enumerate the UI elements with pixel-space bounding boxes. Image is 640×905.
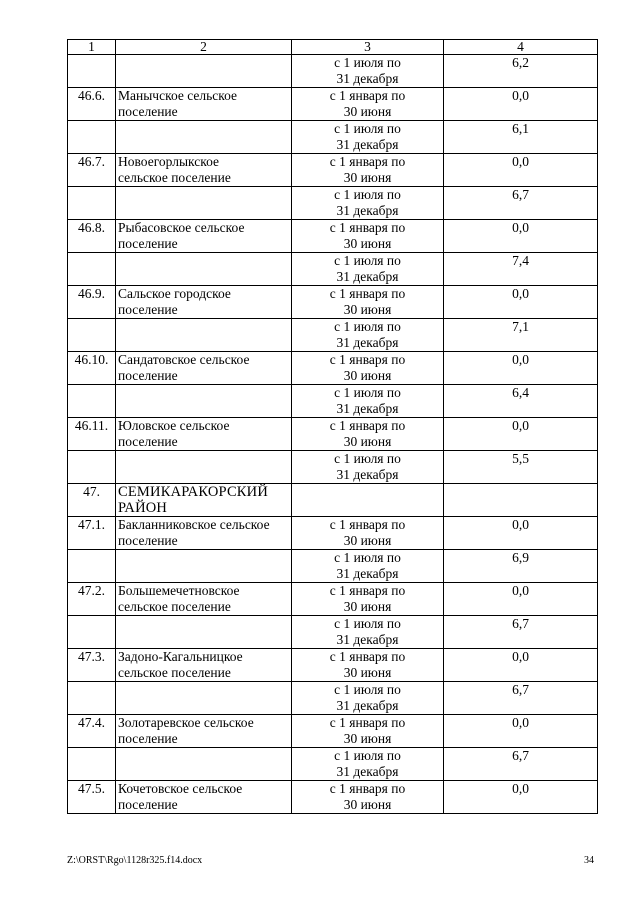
period-cell: с 1 января по 30 июня [292,517,444,550]
column-header-4: 4 [444,40,598,55]
settlement-name-cell [116,319,292,352]
footer-file-path: Z:\ORST\Rgo\1128r325.f14.docx [67,855,203,866]
rate-value-cell: 0,0 [444,715,598,748]
rate-value-cell: 0,0 [444,88,598,121]
settlement-name-cell [116,385,292,418]
data-table [67,39,598,814]
rate-value-cell: 0,0 [444,352,598,385]
table-row [68,715,598,748]
rate-value-cell: 0,0 [444,418,598,451]
table-row [68,55,598,88]
row-number-cell: 47.4. [68,715,116,748]
row-number-cell [68,253,116,286]
period-cell: с 1 июля по 31 декабря [292,550,444,583]
rate-value-cell: 6,7 [444,748,598,781]
settlement-name-cell: Задоно-Кагальницкое сельское поселение [116,649,292,682]
district-row [68,484,598,517]
period-cell: с 1 июля по 31 декабря [292,748,444,781]
table-row [68,286,598,319]
settlement-name-cell [116,55,292,88]
settlement-name-cell [116,616,292,649]
settlement-name-cell: Сальское городское поселение [116,286,292,319]
settlement-name-cell: Рыбасовское сельское поселение [116,220,292,253]
row-number-cell [68,616,116,649]
period-cell: с 1 января по 30 июня [292,154,444,187]
column-header-1: 1 [68,40,116,55]
rate-value-cell: 6,9 [444,550,598,583]
settlement-name-cell [116,682,292,715]
rate-value-cell: 6,7 [444,616,598,649]
table-row [68,451,598,484]
settlement-name-cell [116,121,292,154]
settlement-name-cell: Сандатовское сельское поселение [116,352,292,385]
row-number-cell [68,187,116,220]
row-number-cell [68,682,116,715]
settlement-name-cell: Манычское сельское поселение [116,88,292,121]
rate-value-cell: 7,1 [444,319,598,352]
period-cell: с 1 июля по 31 декабря [292,187,444,220]
settlement-name-cell [116,550,292,583]
table-row [68,385,598,418]
rate-value-cell: 6,7 [444,682,598,715]
settlement-name-cell [116,451,292,484]
row-number-cell [68,319,116,352]
table-row [68,550,598,583]
rate-value-cell: 0,0 [444,154,598,187]
rate-value-cell: 0,0 [444,649,598,682]
table-row [68,583,598,616]
period-cell: с 1 июля по 31 декабря [292,319,444,352]
row-number-cell: 46.9. [68,286,116,319]
rate-value-cell: 0,0 [444,286,598,319]
table-row [68,616,598,649]
settlement-name-cell: Золотаревское сельское поселение [116,715,292,748]
rate-value-cell: 7,4 [444,253,598,286]
period-cell: с 1 июля по 31 декабря [292,616,444,649]
settlement-name-cell: СЕМИКАРАКОРСКИЙ РАЙОН [116,484,292,517]
settlement-name-cell [116,187,292,220]
rate-value-cell: 6,7 [444,187,598,220]
row-number-cell [68,55,116,88]
rate-value-cell: 6,4 [444,385,598,418]
table-row [68,649,598,682]
table-row [68,220,598,253]
rate-value-cell: 0,0 [444,781,598,814]
settlement-name-cell: Бакланниковское сельское поселение [116,517,292,550]
footer-page-number: 34 [584,855,594,866]
row-number-cell: 46.10. [68,352,116,385]
table-body [68,40,598,814]
period-cell: с 1 января по 30 июня [292,352,444,385]
settlement-name-cell: Кочетовское сельское поселение [116,781,292,814]
table-row [68,319,598,352]
row-number-cell: 47.5. [68,781,116,814]
row-number-cell: 47.2. [68,583,116,616]
table-row [68,154,598,187]
rate-value-cell: 5,5 [444,451,598,484]
period-cell: с 1 июля по 31 декабря [292,385,444,418]
period-cell: с 1 января по 30 июня [292,649,444,682]
table-row [68,418,598,451]
row-number-cell: 46.6. [68,88,116,121]
rate-value-cell: 0,0 [444,220,598,253]
period-cell: с 1 июля по 31 декабря [292,121,444,154]
row-number-cell [68,748,116,781]
period-cell: с 1 января по 30 июня [292,715,444,748]
settlement-name-cell: Новоегорлыкское сельское поселение [116,154,292,187]
period-cell: с 1 января по 30 июня [292,286,444,319]
row-number-cell: 46.11. [68,418,116,451]
table-row [68,682,598,715]
period-cell: с 1 июля по 31 декабря [292,682,444,715]
rate-value-cell: 6,2 [444,55,598,88]
row-number-cell: 46.7. [68,154,116,187]
table-header-row [68,40,598,55]
row-number-cell [68,451,116,484]
row-number-cell: 47.3. [68,649,116,682]
rate-value-cell [444,484,598,517]
table-row [68,253,598,286]
row-number-cell [68,121,116,154]
rate-value-cell: 0,0 [444,517,598,550]
row-number-cell [68,385,116,418]
table-row [68,121,598,154]
period-cell: с 1 июля по 31 декабря [292,55,444,88]
settlement-name-cell: Большемечетновское сельское поселение [116,583,292,616]
period-cell [292,484,444,517]
period-cell: с 1 июля по 31 декабря [292,253,444,286]
table-row [68,748,598,781]
table-row [68,187,598,220]
period-cell: с 1 июля по 31 декабря [292,451,444,484]
rate-value-cell: 6,1 [444,121,598,154]
row-number-cell [68,550,116,583]
rate-value-cell: 0,0 [444,583,598,616]
row-number-cell: 47. [68,484,116,517]
settlement-name-cell: Юловское сельское поселение [116,418,292,451]
period-cell: с 1 января по 30 июня [292,781,444,814]
settlement-name-cell [116,253,292,286]
period-cell: с 1 января по 30 июня [292,220,444,253]
column-header-2: 2 [116,40,292,55]
period-cell: с 1 января по 30 июня [292,583,444,616]
period-cell: с 1 января по 30 июня [292,418,444,451]
table-row [68,352,598,385]
table-row [68,781,598,814]
column-header-3: 3 [292,40,444,55]
table-row [68,517,598,550]
settlement-name-cell [116,748,292,781]
row-number-cell: 46.8. [68,220,116,253]
row-number-cell: 47.1. [68,517,116,550]
table-row [68,88,598,121]
period-cell: с 1 января по 30 июня [292,88,444,121]
